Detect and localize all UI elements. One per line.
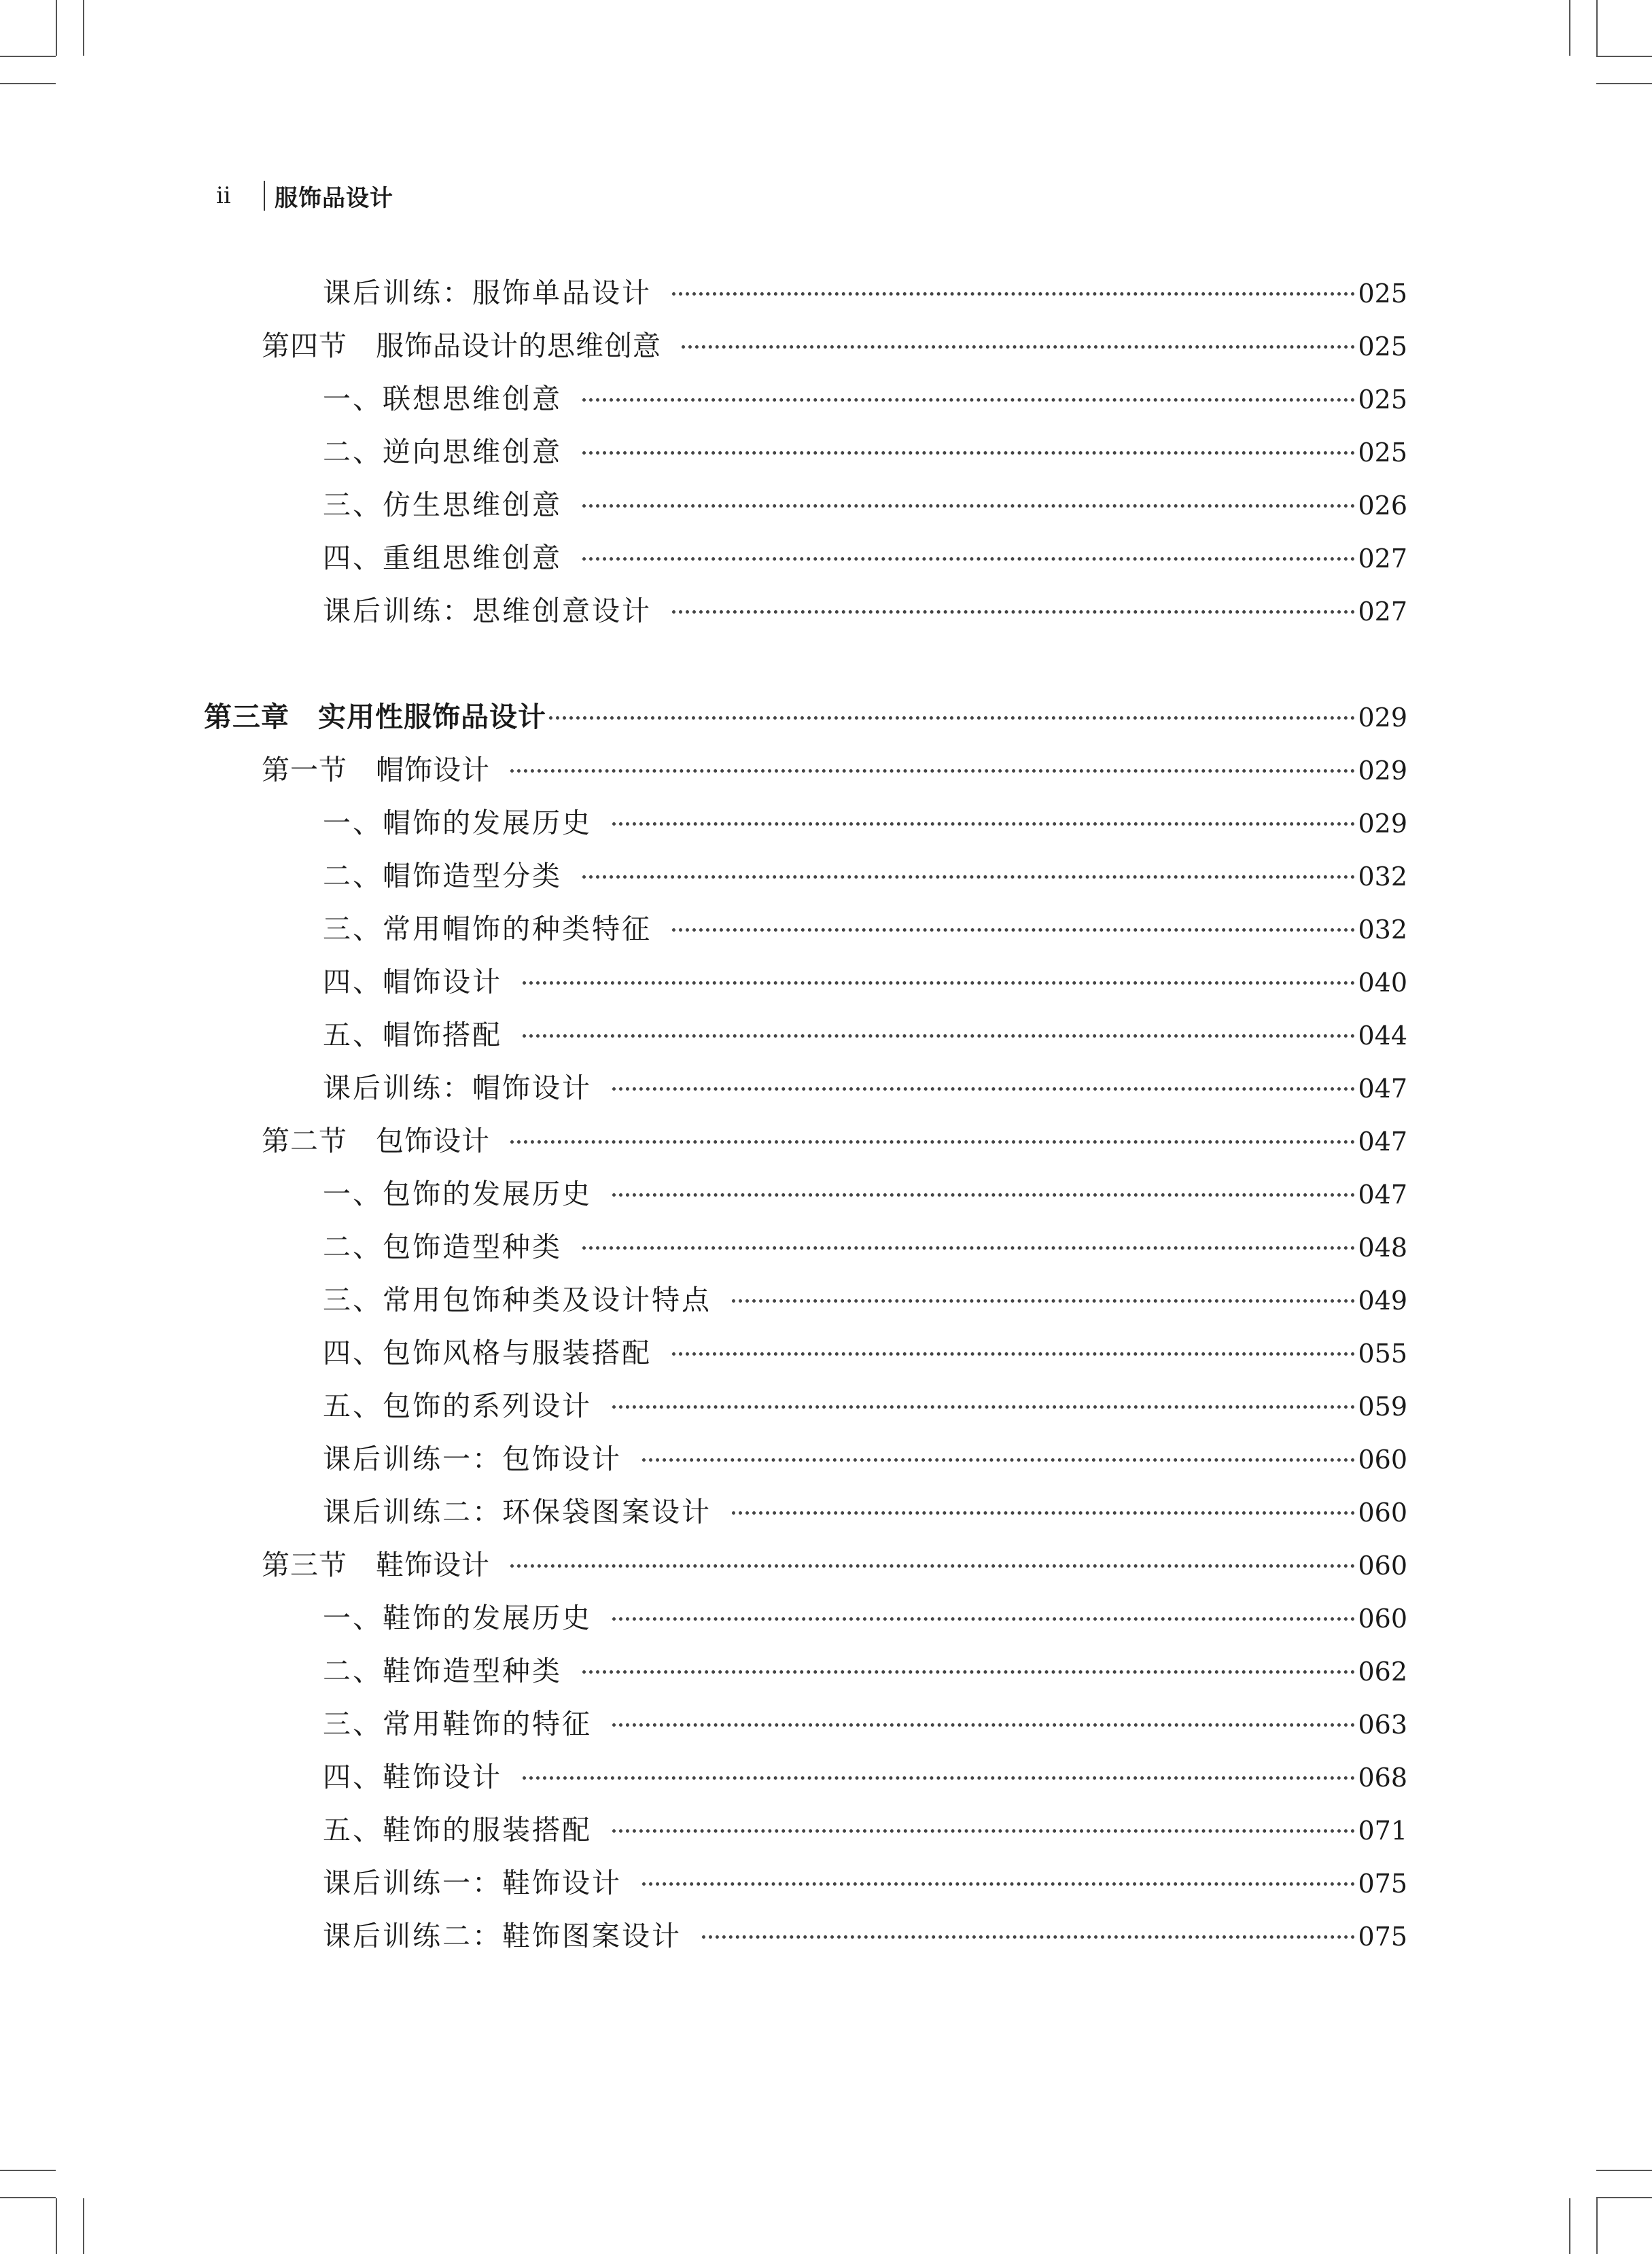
- crop-mark: [56, 2198, 57, 2254]
- toc-entry-title: 课后训练：服饰单品设计: [323, 277, 652, 309]
- toc-entry-title: 三、常用包饰种类及设计特点: [323, 1284, 711, 1316]
- toc-entry-title: 五、鞋饰的服装搭配: [323, 1814, 592, 1846]
- toc-entry-section: [262, 1543, 1407, 1583]
- dot-leader: [523, 1034, 1355, 1038]
- toc-entry-title: 课后训练：帽饰设计: [323, 1072, 592, 1104]
- crop-mark: [0, 83, 56, 84]
- toc-entry-page-number: 025: [1358, 279, 1407, 309]
- toc-entry-page-number: 068: [1358, 1763, 1407, 1793]
- toc-entry-title: 二、帽饰造型分类: [323, 860, 562, 892]
- toc-entry-page-number: 044: [1358, 1021, 1407, 1051]
- crop-mark: [1596, 2170, 1652, 2171]
- toc-entry-title: 一、鞋饰的发展历史: [323, 1602, 592, 1634]
- toc-entry-title: 四、帽饰设计: [323, 966, 502, 998]
- toc-entry-page-number: 059: [1358, 1392, 1407, 1422]
- dot-leader: [582, 504, 1355, 508]
- toc-entry-page-number: 060: [1358, 1498, 1407, 1528]
- crop-mark: [0, 56, 56, 57]
- toc-entry-title: 第一节 帽饰设计: [262, 754, 490, 786]
- book-title: 服饰品设计: [275, 184, 393, 212]
- crop-mark: [0, 2170, 56, 2171]
- toc-entry-page-number: 049: [1358, 1286, 1407, 1316]
- dot-leader: [672, 610, 1355, 614]
- toc-entry-item: [323, 270, 1407, 311]
- dot-leader: [549, 716, 1355, 720]
- toc-entry-page-number: 060: [1358, 1445, 1407, 1475]
- toc-entry-title: 一、帽饰的发展历史: [323, 807, 592, 839]
- dot-leader: [612, 1193, 1355, 1197]
- dot-leader: [582, 1670, 1355, 1674]
- toc-entry-item: [323, 1649, 1407, 1689]
- dot-leader: [612, 1087, 1355, 1091]
- toc-entry-item: [323, 429, 1407, 470]
- toc-entry-item: [323, 376, 1407, 417]
- toc-entry-title: 一、联想思维创意: [323, 383, 562, 415]
- toc-entry-page-number: 029: [1358, 756, 1407, 786]
- crop-mark: [83, 2198, 84, 2254]
- dot-leader: [582, 875, 1355, 879]
- toc-entry-page-number: 032: [1358, 915, 1407, 945]
- toc-entry-title: 第三节 鞋饰设计: [262, 1549, 490, 1581]
- toc-entry-item: [323, 1172, 1407, 1212]
- toc-entry-title: 三、常用鞋饰的特征: [323, 1708, 592, 1740]
- dot-leader: [510, 1140, 1355, 1144]
- toc-entry-page-number: 048: [1358, 1233, 1407, 1263]
- toc-entry-page-number: 047: [1358, 1127, 1407, 1157]
- toc-entry-page-number: 060: [1358, 1551, 1407, 1581]
- toc-entry-page-number: 027: [1358, 544, 1407, 574]
- crop-mark: [56, 0, 57, 56]
- crop-mark: [1569, 2198, 1570, 2254]
- toc-entry-item: [323, 1278, 1407, 1318]
- dot-leader: [523, 1776, 1355, 1780]
- toc-entry-page-number: 062: [1358, 1657, 1407, 1687]
- toc-entry-item: [323, 535, 1407, 576]
- toc-entry-item: [323, 1012, 1407, 1053]
- running-header: [216, 178, 393, 213]
- toc-entry-page-number: 075: [1358, 1869, 1407, 1899]
- toc-entry-page-number: 047: [1358, 1074, 1407, 1104]
- toc-entry-page-number: 040: [1358, 968, 1407, 998]
- header-divider: [264, 181, 265, 211]
- dot-leader: [582, 451, 1355, 455]
- toc-entry-page-number: 027: [1358, 597, 1407, 627]
- toc-entry-page-number: 055: [1358, 1339, 1407, 1369]
- toc-entry-title: 四、包饰风格与服装搭配: [323, 1337, 652, 1369]
- toc-entry-item: [323, 1066, 1407, 1106]
- toc-entry-title: 课后训练：思维创意设计: [323, 595, 652, 627]
- toc-entry-title: 一、包饰的发展历史: [323, 1178, 592, 1210]
- toc-entry-title: 第二节 包饰设计: [262, 1125, 490, 1157]
- toc-entry-chapter: [204, 694, 1407, 735]
- crop-mark: [1596, 2197, 1652, 2198]
- toc-entry-title: 五、包饰的系列设计: [323, 1390, 592, 1422]
- dot-leader: [672, 928, 1355, 932]
- crop-mark: [1569, 0, 1570, 56]
- toc-entry-item: [323, 1914, 1407, 1954]
- toc-entry-page-number: 025: [1358, 385, 1407, 415]
- dot-leader: [732, 1511, 1355, 1515]
- toc-entry-item: [323, 1755, 1407, 1795]
- toc-entry-section: [262, 323, 1407, 364]
- dot-leader: [582, 1246, 1355, 1250]
- toc-entry-page-number: 032: [1358, 862, 1407, 892]
- crop-mark: [1596, 2198, 1598, 2254]
- dot-leader: [582, 557, 1355, 561]
- dot-leader: [523, 981, 1355, 985]
- toc-entry-title: 二、包饰造型种类: [323, 1231, 562, 1263]
- dot-leader: [510, 769, 1355, 773]
- toc-entry-item: [323, 853, 1407, 894]
- toc-entry-item: [323, 1702, 1407, 1742]
- toc-entry-title: 课后训练二：鞋饰图案设计: [323, 1920, 682, 1952]
- toc-entry-title: 二、逆向思维创意: [323, 436, 562, 468]
- toc-entry-page-number: 063: [1358, 1710, 1407, 1740]
- dot-leader: [732, 1299, 1355, 1303]
- page-folio: ii: [216, 182, 231, 209]
- toc-entry-item: [323, 800, 1407, 841]
- toc-entry-page-number: 075: [1358, 1922, 1407, 1952]
- toc-entry-page-number: 071: [1358, 1816, 1407, 1846]
- toc-entry-item: [323, 1596, 1407, 1636]
- toc-entry-page-number: 025: [1358, 438, 1407, 468]
- dot-leader: [702, 1935, 1355, 1939]
- toc-entry-item: [323, 1225, 1407, 1265]
- toc-entry-title: 课后训练一：包饰设计: [323, 1443, 622, 1475]
- toc-entry-item: [323, 482, 1407, 523]
- toc-entry-item: [323, 959, 1407, 1000]
- toc-entry-item: [323, 906, 1407, 947]
- dot-leader: [612, 1405, 1355, 1409]
- dot-leader: [510, 1564, 1355, 1568]
- dot-leader: [642, 1882, 1355, 1886]
- toc-entry-item: [323, 1490, 1407, 1530]
- toc-entry-title: 课后训练二：环保袋图案设计: [323, 1496, 711, 1528]
- toc-entry-item: [323, 588, 1407, 629]
- toc-entry-title: 三、仿生思维创意: [323, 489, 562, 521]
- toc-entry-page-number: 029: [1358, 809, 1407, 839]
- toc-entry-title: 五、帽饰搭配: [323, 1019, 502, 1051]
- toc-entry-section: [262, 1119, 1407, 1159]
- crop-mark: [1596, 56, 1652, 57]
- toc-entry-page-number: 029: [1358, 703, 1407, 733]
- toc-entry-title: 课后训练一：鞋饰设计: [323, 1867, 622, 1899]
- toc-entry-title: 第三章 实用性服饰品设计: [204, 701, 546, 733]
- toc-entry-title: 第四节 服饰品设计的思维创意: [262, 330, 661, 362]
- dot-leader: [672, 292, 1355, 296]
- dot-leader: [642, 1458, 1355, 1462]
- crop-mark: [1596, 83, 1652, 84]
- toc-entry-title: 三、常用帽饰的种类特征: [323, 913, 652, 945]
- toc-entry-section: [262, 747, 1407, 788]
- crop-mark: [83, 0, 84, 56]
- dot-leader: [682, 345, 1355, 349]
- dot-leader: [672, 1352, 1355, 1356]
- dot-leader: [612, 1723, 1355, 1727]
- toc-entry-page-number: 026: [1358, 491, 1407, 521]
- toc-entry-page-number: 047: [1358, 1180, 1407, 1210]
- dot-leader: [582, 398, 1355, 402]
- toc-entry-item: [323, 1331, 1407, 1371]
- dot-leader: [612, 822, 1355, 826]
- toc-entry-page-number: 060: [1358, 1604, 1407, 1634]
- dot-leader: [612, 1829, 1355, 1833]
- toc-entry-title: 四、重组思维创意: [323, 542, 562, 574]
- toc-entry-page-number: 025: [1358, 332, 1407, 362]
- toc-entry-title: 四、鞋饰设计: [323, 1761, 502, 1793]
- toc-entry-title: 二、鞋饰造型种类: [323, 1655, 562, 1687]
- crop-mark: [1596, 0, 1598, 56]
- toc-entry-item: [323, 1437, 1407, 1477]
- dot-leader: [612, 1617, 1355, 1621]
- toc-entry-item: [323, 1861, 1407, 1901]
- crop-mark: [0, 2197, 56, 2198]
- toc-entry-item: [323, 1384, 1407, 1424]
- toc-entry-item: [323, 1808, 1407, 1848]
